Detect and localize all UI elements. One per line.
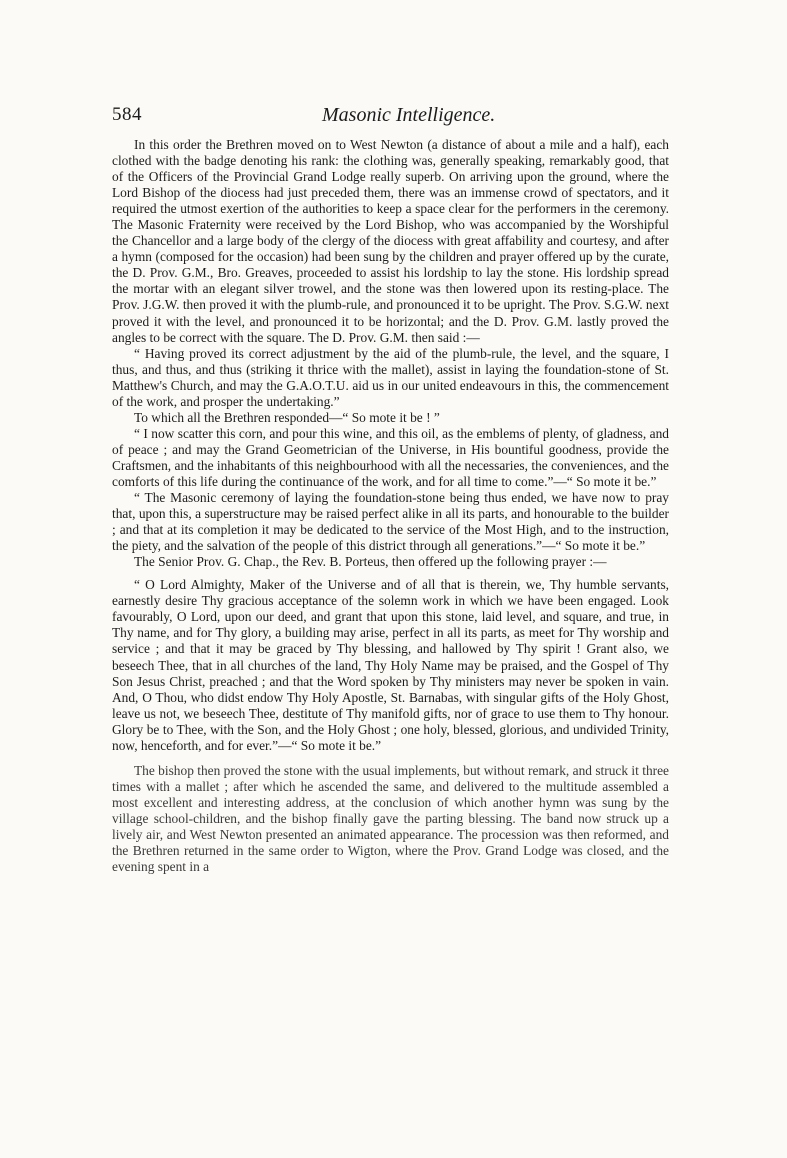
running-head: Masonic Intelligence. xyxy=(322,104,496,126)
paragraph-chaplain-intro: The Senior Prov. G. Chap., the Rev. B. Porteus, then offered up the following prayer :— xyxy=(134,554,607,570)
paragraph-bishop: The bishop then proved the stone with the usual implements, but without remark, and struck it three times with a mallet ; after which he ascended the same, and delivered to the multitude assembled a most excellent and interesting address, at the conclusion of which another hymn was sung by the village school-children, and the bishop finally gave the parting blessing. The band now struck up a lively air, and West Newton presented an animated appearance. The procession was then reformed, and the Brethren returned in the same order to Wigton, where the Prov. Grand Lodge was closed, and the evening spent in a xyxy=(112,762,669,875)
page-header xyxy=(112,104,669,128)
paragraph-procession: In this order the Brethren moved on to West Newton (a distance of about a mile and a half), each clothed with the badge denoting his rank: the clothing was, generally speaking, remarkably good, that of the Officers of the Provincial Grand Lodge really superb. On arriving upon the ground, where the Lord Bishop of the diocess had just preceded them, there was an immense crowd of spectators, and it required the utmost exertion of the authorities to keep a space clear for the performers in the ceremony. The Masonic Fraternity were received by the Lord Bishop, who was accompanied by the Worshipful the Chancellor and a large body of the clergy of the diocess with great affability and courtesy, and after a hymn (composed for the occasion) had been sung by the children and prayer offered up by the curate, the D. Prov. G.M., Bro. Greaves, proceeded to assist his lordship to lay the stone. His lordship spread the mortar with an elegant silver trowel, and the stone was then lowered upon its resting-place. The Prov. J.G.W. then proved it with the plumb-rule, and pronounced it to be upright. The Prov. S.G.W. next proved it with the level, and pronounced it to be horizontal; and the D. Prov. G.M. lastly proved the angles to be correct with the square. The D. Prov. G.M. then said :— xyxy=(112,137,669,345)
page-number: 584 xyxy=(112,104,142,125)
paragraph-prayer: “ O Lord Almighty, Maker of the Universe and of all that is therein, we, Thy humble servants, earnestly desire Thy gracious acceptance of the solemn work in which we have been engaged. Look favourably, O Lord, upon our deed, and grant that upon this stone, laid level, and square, and true, in Thy name, and for Thy glory, a building may arise, perfect in all its parts, as meet for Thy worship and service ; and that it may be graced by Thy blessing, and hallowed by Thy spirit ! Grant also, we beseech Thee, that in all churches of the land, Thy Holy Name may be praised, and the Gospel of Thy Son Jesus Christ, preached ; and that the Word spoken by Thy ministers may never be spoken in vain. And, O Thou, who didst endow Thy Holy Apostle, St. Barnabas, with singular gifts of the Holy Ghost, leave us not, we beseech Thee, destitute of Thy manifold gifts, nor of grace to use them to Thy honour. Glory be to Thee, with the Son, and the Holy Ghost ; one holy, blessed, glorious, and undivided Trinity, now, henceforth, and for ever.”—“ So mote it be.” xyxy=(112,577,669,753)
article-body xyxy=(112,137,669,875)
paragraph-corn-wine-oil: “ I now scatter this corn, and pour this wine, and this oil, as the emblems of plenty, of gladness, and of peace ; and may the Grand Geometrician of the Universe, in His bountiful goodness, provide the Craftsmen, and the inhabitants of this neighbourhood with all the necessaries, the conveniences, and the comforts of this life during the continuance of the work, and for all time to come.”—“ So mote it be.” xyxy=(112,425,669,489)
paragraph-ceremony-ended: “ The Masonic ceremony of laying the foundation-stone being thus ended, we have now to pray that, upon this, a superstructure may be raised perfect alike in all its parts, and honourable to the builder ; and that at its completion it may be dedicated to the service of the Most High, and to the instruction, the piety, and the salvation of the people of this district through all generations.”—“ So mote it be.” xyxy=(112,490,669,554)
paragraph-response: To which all the Brethren responded—“ So mote it be ! ” xyxy=(134,409,440,425)
paragraph-dpgm-address: “ Having proved its correct adjustment by the aid of the plumb-rule, the level, and the square, I thus, and thus, and thus (striking it thrice with the mallet), assist in laying the foundation-stone of St. Matthew's Church, and may the G.A.O.T.U. aid us in our united endeavours in this, the commencement of the work, and prosper the undertaking.” xyxy=(112,345,669,409)
